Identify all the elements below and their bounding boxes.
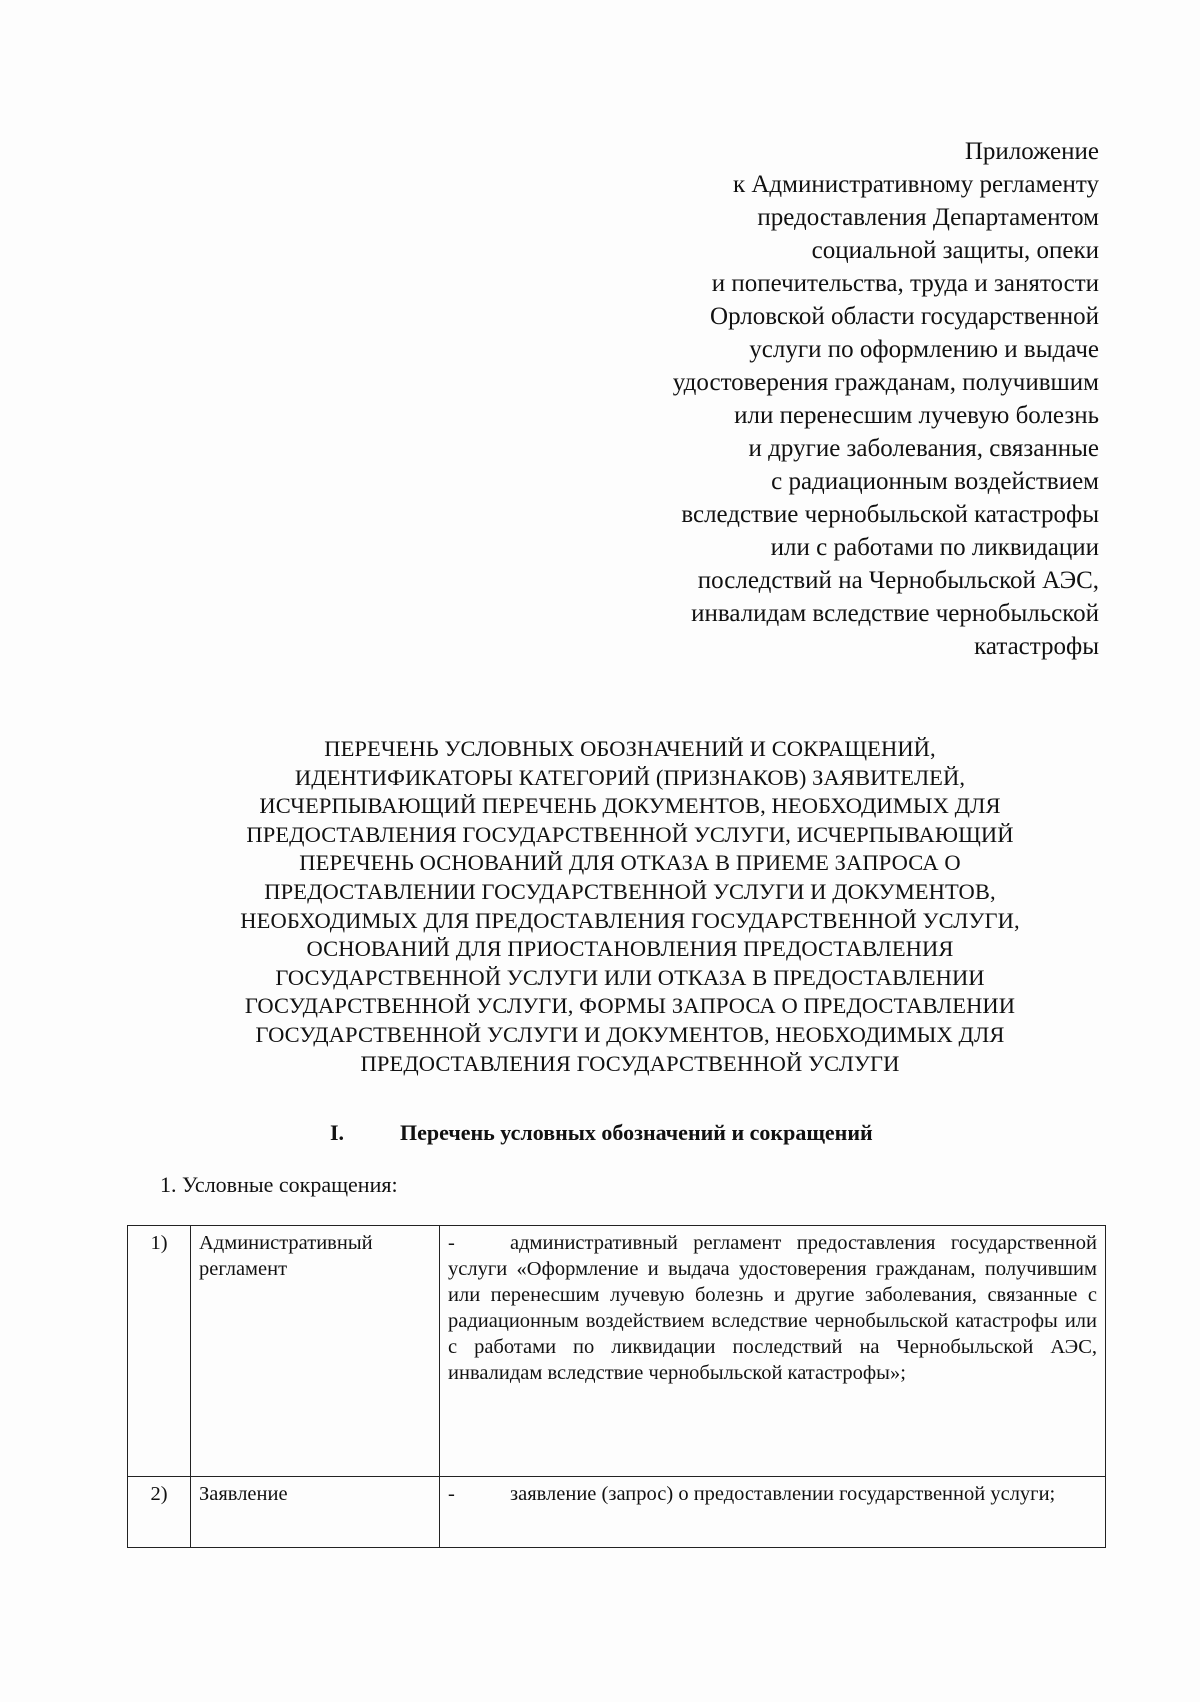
title-line: ГОСУДАРСТВЕННОЙ УСЛУГИ И ДОКУМЕНТОВ, НЕОБХОДИМЫХ ДЛЯ: [255, 1021, 1005, 1047]
definition-text: заявление (запрос) о предоставлении государственной услуги;: [510, 1483, 1056, 1505]
row-number-cell: 2): [128, 1477, 191, 1548]
appendix-line: к Административному регламенту: [732, 171, 1099, 198]
title-line: ПЕРЕЧЕНЬ УСЛОВНЫХ ОБОЗНАЧЕНИЙ И СОКРАЩЕНИЙ,: [324, 736, 936, 761]
appendix-line: удостоверения гражданам, получившим: [672, 369, 1099, 396]
definition-text: административный регламент предоставления государственной услуги «Оформление и выдача удостоверения гражданам, получившим или перенесшим лучевую болезнь и другие заболевания, связанные с радиационным воздействием вследствие чернобыльской катастрофы или с работами по ликвидации последствий на Чернобыльской АЭС, инвалидам вследствие чернобыльской катастрофы»;: [448, 1232, 1097, 1384]
appendix-note: [539, 135, 1099, 663]
title-line: НЕОБХОДИМЫХ ДЛЯ ПРЕДОСТАВЛЕНИЯ ГОСУДАРСТВЕННОЙ УСЛУГИ,: [240, 907, 1020, 933]
appendix-line: предоставления Департаментом: [757, 204, 1099, 231]
title-line: ГОСУДАРСТВЕННОЙ УСЛУГИ ИЛИ ОТКАЗА В ПРЕДОСТАВЛЕНИИ: [275, 964, 985, 990]
title-line: ПЕРЕЧЕНЬ ОСНОВАНИЙ ДЛЯ ОТКАЗА В ПРИЕМЕ ЗАПРОСА О: [299, 850, 961, 876]
appendix-line: катастрофы: [974, 633, 1099, 660]
appendix-line: инвалидам вследствие чернобыльской: [691, 600, 1099, 627]
table-row: [128, 1226, 1106, 1477]
appendix-line: Орловской области государственной: [710, 303, 1099, 330]
definition-cell: [440, 1226, 1106, 1477]
title-line: ГОСУДАРСТВЕННОЙ УСЛУГИ, ФОРМЫ ЗАПРОСА О ПРЕДОСТАВЛЕНИИ: [244, 993, 1016, 1019]
appendix-line: услуги по оформлению и выдаче: [749, 336, 1099, 363]
appendix-line: последствий на Чернобыльской АЭС,: [697, 567, 1099, 594]
title-line: ИДЕНТИФИКАТОРЫ КАТЕГОРИЙ (ПРИЗНАКОВ) ЗАЯВИТЕЛЕЙ,: [294, 764, 966, 790]
appendix-line: социальной защиты, опеки: [811, 237, 1099, 264]
section-number: I.: [330, 1120, 345, 1145]
section-heading-text: Перечень условных обозначений и сокращений: [400, 1120, 873, 1145]
title-line: ПРЕДОСТАВЛЕНИИ ГОСУДАРСТВЕННОЙ УСЛУГИ И ДОКУМЕНТОВ,: [264, 878, 996, 904]
appendix-line: вследствие чернобыльской катастрофы: [681, 501, 1099, 528]
table-row: [128, 1477, 1106, 1548]
title-line: ОСНОВАНИЙ ДЛЯ ПРИОСТАНОВЛЕНИЯ ПРЕДОСТАВЛЕНИЯ: [306, 936, 954, 962]
appendix-line: или с работами по ликвидации: [770, 534, 1099, 561]
term-cell: Заявление: [191, 1477, 440, 1548]
dash-mark: -: [448, 1232, 455, 1254]
definition-cell: [440, 1477, 1106, 1548]
subsection-heading: 1. Условные сокращения:: [160, 1172, 398, 1197]
term-cell: Административный регламент: [191, 1226, 440, 1477]
abbreviations-table: [127, 1225, 1106, 1548]
title-line: ПРЕДОСТАВЛЕНИЯ ГОСУДАРСТВЕННОЙ УСЛУГИ: [360, 1050, 900, 1076]
title-line: ИСЧЕРПЫВАЮЩИЙ ПЕРЕЧЕНЬ ДОКУМЕНТОВ, НЕОБХОДИМЫХ ДЛЯ: [259, 793, 1001, 819]
appendix-line: или перенесшим лучевую болезнь: [734, 402, 1099, 429]
appendix-line: и попечительства, труда и занятости: [711, 270, 1099, 297]
dash-mark: -: [448, 1483, 455, 1505]
row-number-cell: 1): [128, 1226, 191, 1477]
appendix-line: с радиационным воздействием: [771, 468, 1099, 495]
document-title: [195, 735, 1065, 1078]
title-line: ПРЕДОСТАВЛЕНИЯ ГОСУДАРСТВЕННОЙ УСЛУГИ, ИСЧЕРПЫВАЮЩИЙ: [246, 821, 1014, 847]
appendix-line: Приложение: [964, 138, 1099, 165]
appendix-line: и другие заболевания, связанные: [748, 435, 1099, 462]
section-heading: [330, 1120, 873, 1146]
